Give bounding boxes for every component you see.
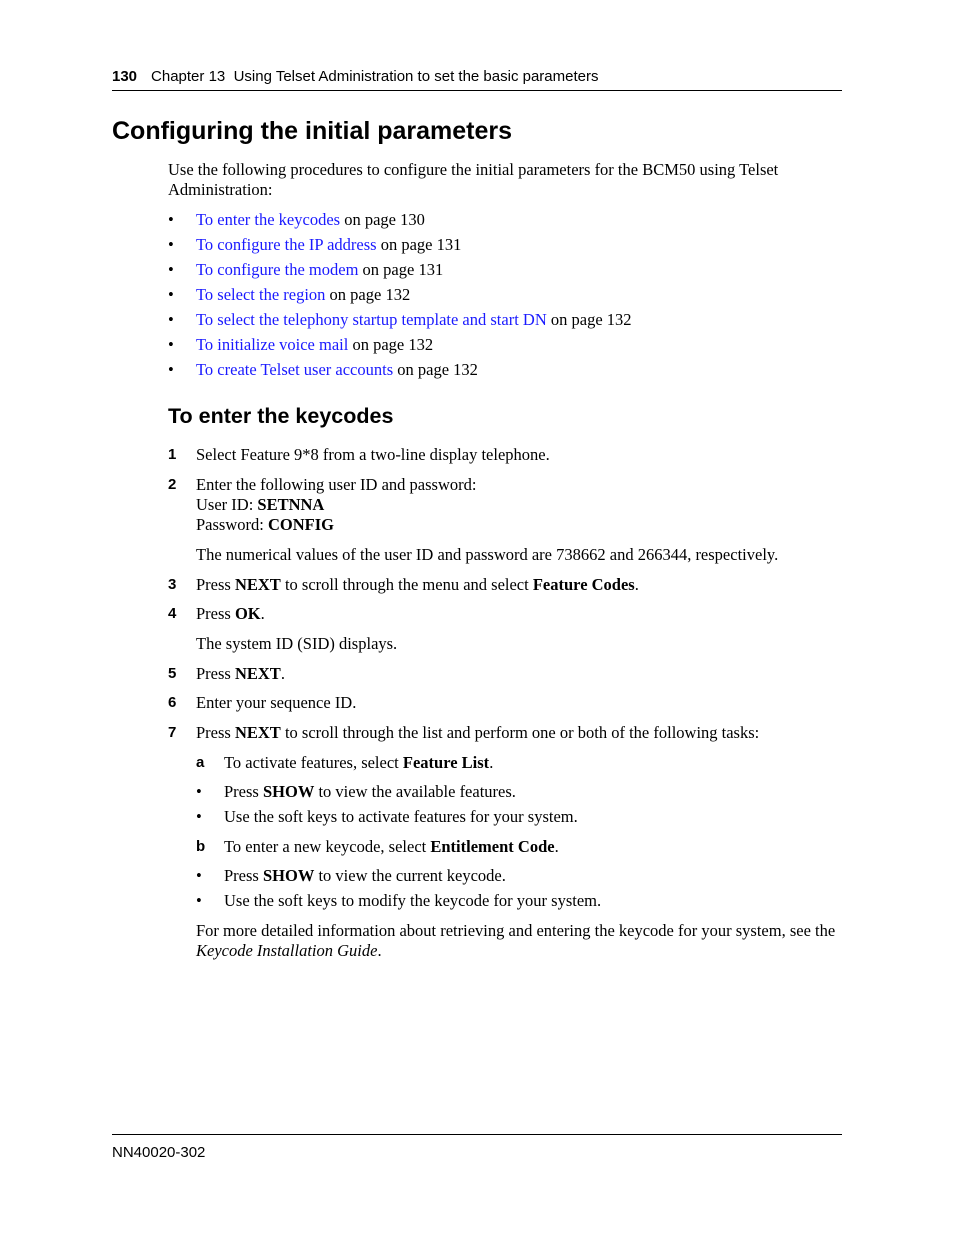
page-ref: on page 130 xyxy=(340,210,425,229)
key-name: OK xyxy=(234,604,261,623)
text-run: Use the soft keys to modify the keycode for your system. xyxy=(224,891,602,910)
bullet: • xyxy=(168,210,174,229)
step-number: 2 xyxy=(168,476,177,493)
list-item xyxy=(168,310,632,335)
page-ref: on page 131 xyxy=(358,260,444,279)
header-rule xyxy=(112,90,842,91)
user-id-value: SETNNA xyxy=(257,495,325,514)
substep-text xyxy=(224,753,836,773)
list-item xyxy=(168,260,632,285)
list-item xyxy=(168,285,632,310)
text-run: Press xyxy=(224,782,263,801)
bullet: • xyxy=(196,891,202,910)
bullet: • xyxy=(168,285,174,304)
step-6 xyxy=(168,693,848,713)
step-5 xyxy=(168,664,848,684)
text-run: . xyxy=(634,575,639,594)
text-run: Press xyxy=(224,866,263,885)
text-run: For more detailed information about retrieving and entering the keycode for your system, see the xyxy=(196,921,840,940)
step-4-note: The system ID (SID) displays. xyxy=(196,634,398,653)
list-item xyxy=(168,235,632,260)
text-run: . xyxy=(280,664,285,683)
link-select-region[interactable]: To select the region xyxy=(196,285,326,304)
page-ref: on page 132 xyxy=(348,335,434,354)
text-run: Press xyxy=(196,575,235,594)
step-number: 5 xyxy=(168,665,177,682)
bullet: • xyxy=(168,360,174,379)
menu-item-name: Feature List xyxy=(402,753,490,772)
bullet: • xyxy=(168,235,174,254)
page-ref: on page 132 xyxy=(325,285,411,304)
step-2 xyxy=(168,475,848,535)
section-title: Configuring the initial parameters xyxy=(112,117,513,145)
step-text: Enter your sequence ID. xyxy=(196,693,357,712)
step-text xyxy=(196,664,848,684)
step-number: 6 xyxy=(168,694,177,711)
menu-item-name: Feature Codes xyxy=(532,575,635,594)
text-run: Use the soft keys to activate features for your system. xyxy=(224,807,578,826)
link-initialize-voice-mail[interactable]: To initialize voice mail xyxy=(196,335,349,354)
list-item xyxy=(196,891,601,916)
bullet: • xyxy=(196,782,202,801)
document-number: NN40020-302 xyxy=(112,1144,206,1161)
link-create-telset-accounts[interactable]: To create Telset user accounts xyxy=(196,360,394,379)
text-run: Press xyxy=(196,604,235,623)
password-value: CONFIG xyxy=(267,515,334,534)
step-2-note: The numerical values of the user ID and password are 738662 and 266344, respectively. xyxy=(196,545,779,564)
step-1 xyxy=(168,445,848,465)
step-number: 7 xyxy=(168,724,177,741)
text-run: to scroll through the menu and select xyxy=(280,575,533,594)
key-name: SHOW xyxy=(262,866,315,885)
list-item xyxy=(196,866,601,891)
step-4 xyxy=(168,604,848,624)
bullet: • xyxy=(168,260,174,279)
step-7 xyxy=(168,723,848,743)
step-text xyxy=(196,575,848,595)
key-name: NEXT xyxy=(234,664,281,683)
page-ref: on page 132 xyxy=(546,310,632,329)
step-text: Select Feature 9*8 from a two-line display telephone. xyxy=(196,445,550,464)
procedure-title: To enter the keycodes xyxy=(168,404,394,428)
substep-letter: a xyxy=(196,754,205,771)
page-ref: on page 132 xyxy=(393,360,478,379)
text-run: to view the current keycode. xyxy=(314,866,506,885)
user-id-label: User ID: xyxy=(196,495,258,514)
key-name: SHOW xyxy=(262,782,315,801)
substep-text xyxy=(224,837,836,857)
text-run: . xyxy=(377,941,382,960)
step-number: 4 xyxy=(168,605,177,622)
bullet: • xyxy=(168,335,174,354)
list-item xyxy=(196,782,578,807)
text-run: To activate features, select xyxy=(224,753,403,772)
bullet: • xyxy=(196,866,202,885)
user-id-line xyxy=(196,495,848,515)
intro-paragraph: Use the following procedures to configure the initial parameters for the BCM50 using Telset Administration: xyxy=(168,160,779,199)
chapter-title: Chapter 13 Using Telset Administration to set the basic parameters xyxy=(151,68,599,85)
key-name: NEXT xyxy=(234,575,281,594)
page-header xyxy=(112,68,842,90)
substep-b-bullets xyxy=(196,866,601,916)
text-run: Press xyxy=(196,664,235,683)
link-configure-modem[interactable]: To configure the modem xyxy=(196,260,359,279)
step-text: Enter the following user ID and password: xyxy=(196,475,477,494)
step-number: 1 xyxy=(168,446,177,463)
text-run: . xyxy=(489,753,494,772)
list-item xyxy=(196,807,578,832)
step-text xyxy=(196,723,848,743)
link-enter-keycodes[interactable]: To enter the keycodes xyxy=(196,210,341,229)
text-run: to view the available features. xyxy=(314,782,516,801)
menu-item-name: Entitlement Code xyxy=(430,837,555,856)
page-ref: on page 131 xyxy=(376,235,462,254)
text-run: Press xyxy=(196,723,235,742)
link-select-telephony-template[interactable]: To select the telephony startup template and start DN xyxy=(196,310,547,329)
text-run: To enter a new keycode, select xyxy=(224,837,431,856)
text-run: to scroll through the list and perform one or both of the following tasks: xyxy=(280,723,760,742)
list-item xyxy=(168,335,632,360)
password-label: Password: xyxy=(196,515,268,534)
bullet: • xyxy=(196,807,202,826)
guide-reference: Keycode Installation Guide xyxy=(196,941,378,960)
substep-b xyxy=(196,837,836,857)
substep-letter: b xyxy=(196,838,206,855)
password-line xyxy=(196,515,848,535)
page-number: 130 xyxy=(112,68,138,85)
link-configure-ip-address[interactable]: To configure the IP address xyxy=(196,235,377,254)
text-run: . xyxy=(554,837,559,856)
step-3 xyxy=(168,575,848,595)
list-item xyxy=(168,210,632,235)
step-number: 3 xyxy=(168,576,177,593)
substep-a-bullets xyxy=(196,782,578,832)
bullet: • xyxy=(168,310,174,329)
step-text xyxy=(196,604,848,624)
closing-paragraph xyxy=(196,921,846,961)
substep-a xyxy=(196,753,836,773)
procedure-link-list xyxy=(168,210,632,385)
text-run: . xyxy=(260,604,265,623)
list-item xyxy=(168,360,632,385)
footer-rule xyxy=(112,1134,842,1135)
key-name: NEXT xyxy=(234,723,281,742)
